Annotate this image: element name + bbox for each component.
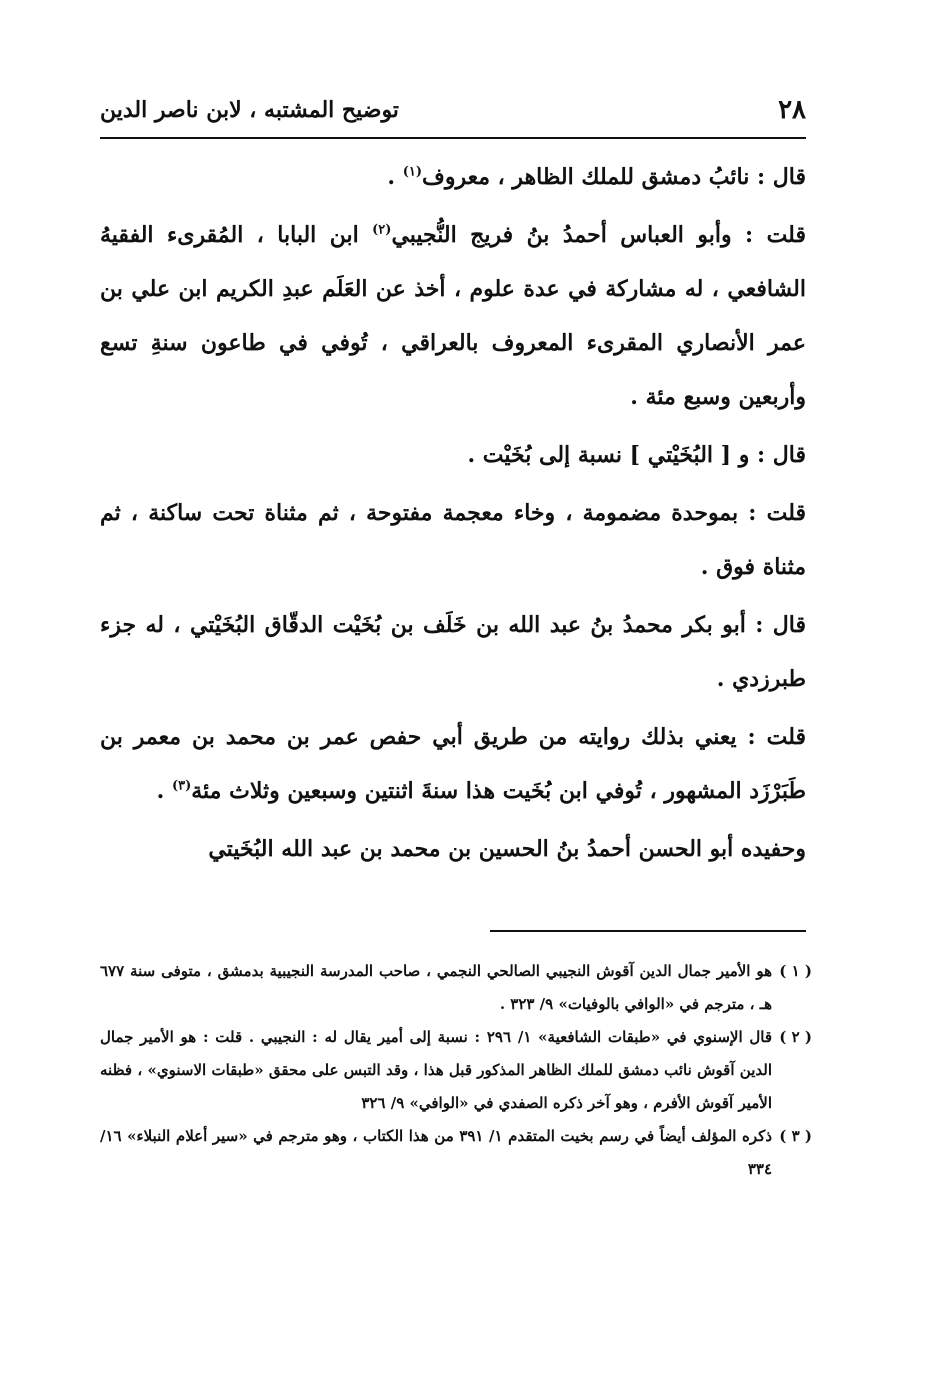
paragraph-6 <box>100 710 806 818</box>
footnote-number: ( ١ ) <box>779 962 812 980</box>
paragraph-end: . <box>156 778 172 804</box>
footnote-3 <box>100 1120 812 1186</box>
paragraph-5: قال : أبو بكر محمدُ بنُ عبد الله بن خَلَف بن بُخَيْت الدقّاق البُخَيْتي ، له جزء طبرزدي . <box>100 612 806 692</box>
paragraph-2 <box>100 208 806 424</box>
footnote-text: قال الإسنوي في «طبقات الشافعية» ١/ ٢٩٦ : نسبة إلى أمير يقال له : النجيبي . قلت : هو الأمير جمال الدين آقوش نائب دمشق للملك الظاهر المذكور قبل هذا ، وقد التبس على محقق «طبقات الاسنوي» ، فظنه الأمير آقوش الأفرم ، وهو آخر ذكره الصفدي في «الوافي» ٩/ ٣٢٦ <box>100 1028 773 1112</box>
paragraph-text: ابن البابا ، المُقرىء الفقيهُ الشافعي ، له مشاركة في عدة علوم ، أخذ عن العَلَم عبدِ الكريم ابن علي بن عمر الأنصاري المقرىء المعروف بالعراقي ، تُوفي في طاعون سنةِ تسع وأربعين وسبع مئة . <box>100 222 806 410</box>
paragraph-text: قال : نائبُ دمشق للملك الظاهر ، معروف <box>422 164 806 190</box>
footnote-text: هو الأمير جمال الدين آقوش النجيبي الصالحي النجمي ، صاحب المدرسة النجيبية بدمشق ، متوفى سنة ٦٧٧ هـ ، مترجم في «الوافي بالوفيات» ٩/ ٣٢٣ . <box>100 962 772 1013</box>
footnote-divider <box>490 930 806 932</box>
footnote-ref-2: (٢) <box>372 222 392 238</box>
paragraph-text: قلت : وأبو العباس أحمدُ بنُ فريج النُّجيبي <box>391 222 806 248</box>
footnote-ref-3: (٣) <box>171 778 192 794</box>
page-header <box>100 88 806 132</box>
running-title: توضيح المشتبه ، لابن ناصر الدين <box>100 97 399 123</box>
main-text <box>100 150 806 876</box>
footnote-2 <box>100 1021 812 1120</box>
paragraph-text: قلت : يعني بذلك روايته من طريق أبي حفص عمر بن محمد بن معمر بن طَبَرْزَد المشهور ، تُوفي ابن بُخَيت هذا سنةَ اثنتين وسبعين وثلاث مئة <box>100 724 806 804</box>
footnote-number: ( ٣ ) <box>779 1127 812 1145</box>
paragraph-3: قال : و [ البُخَيْتي ] نسبة إلى بُخَيْت . <box>467 442 806 468</box>
paragraph-end: . <box>387 164 403 190</box>
paragraph-4: قلت : بموحدة مضمومة ، وخاء معجمة مفتوحة ، ثم مثناة تحت ساكنة ، ثم مثناة فوق . <box>100 500 806 580</box>
footnote-text: ذكره المؤلف أيضاً في رسم بخيت المتقدم ١/ ٣٩١ من هذا الكتاب ، وهو مترجم في «سير أعلام النبلاء» ١٦/ ٣٣٤ <box>100 1127 773 1178</box>
footnote-number: ( ٢ ) <box>779 1028 812 1046</box>
page-number: ٢٨ <box>778 95 806 125</box>
footnotes <box>100 955 812 1186</box>
header-divider <box>100 137 806 139</box>
footnote-ref-1: (١) <box>402 164 423 180</box>
paragraph-1 <box>100 150 806 204</box>
paragraph-7: وحفيده أبو الحسن أحمدُ بنُ الحسين بن محمد بن عبد الله البُخَيتي <box>208 836 806 862</box>
footnote-1 <box>100 955 812 1021</box>
